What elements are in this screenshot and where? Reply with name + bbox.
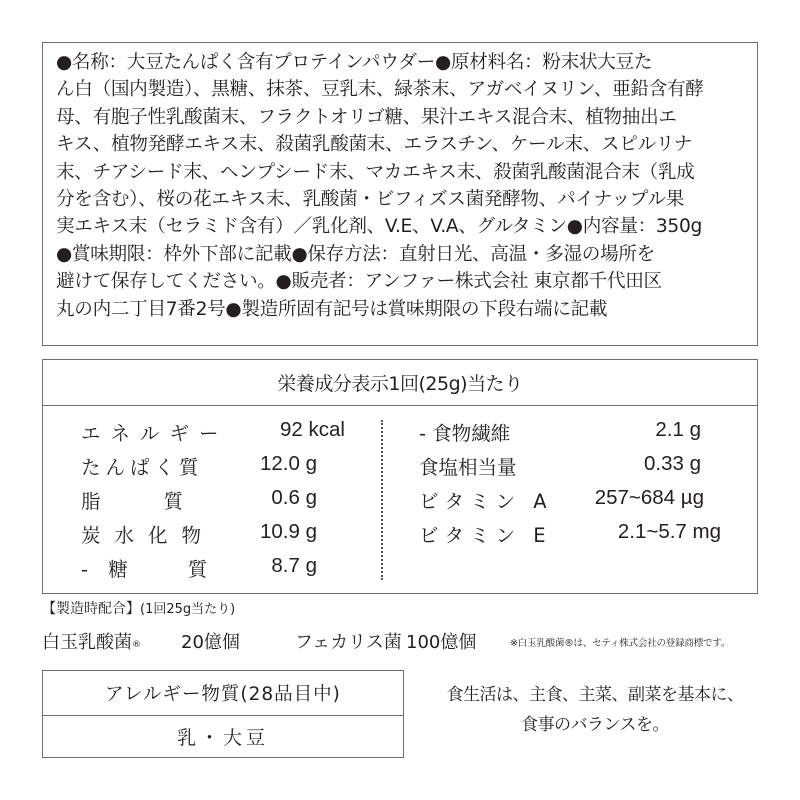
- ingredients-line: 実エキス末（セラミド含有）／乳化剤、V.E、V.A、グルタミン●内容量：350g: [56, 216, 702, 238]
- nutrition-row-sugar: [81, 554, 345, 588]
- nutrient-value: 0.6 g: [271, 486, 317, 509]
- trademark-note: ※白玉乳酸菌®は、セティ株式会社の登録商標です。: [510, 638, 731, 649]
- allergy-box: [42, 670, 404, 758]
- nutrient-label: たんぱく質: [81, 456, 204, 479]
- nutrient-value: 2.1 g: [655, 418, 701, 441]
- nutrition-row-vitamin-e: [419, 520, 721, 554]
- formulation-row: [42, 624, 772, 654]
- slogan-line: 食事のバランスを。: [521, 715, 669, 735]
- bacteria-amount: 100億個: [406, 632, 477, 653]
- ingredients-line: キス、植物発酵エキス末、殺菌乳酸菌末、エラスチン、ケール末、スピルリナ: [56, 134, 693, 156]
- nutrient-value: 257~684 µg: [594, 486, 704, 509]
- nutrition-facts-table: [42, 359, 758, 594]
- registered-mark: ®: [132, 640, 141, 650]
- nutrient-value: 2.1~5.7 mg: [617, 520, 721, 543]
- nutrition-row-dietary-fiber: [419, 418, 721, 452]
- nutrition-row-fat: [81, 486, 345, 520]
- nutrient-label: 脂 質: [81, 490, 192, 513]
- nutrition-row-energy: [81, 418, 345, 452]
- bacteria-name: フェカリス菌: [295, 632, 402, 653]
- nutrition-row-salt: [419, 452, 721, 486]
- nutrient-value: 12.0 g: [260, 452, 317, 475]
- ingredients-line: ん白（国内製造）、黒糖、抹茶、豆乳末、緑茶末、アガベイヌリン、亜鉛含有酵: [56, 79, 704, 101]
- ingredients-line: ●賞味期限：枠外下部に記載●保存方法：直射日光、高温・多湿の場所を: [56, 243, 655, 265]
- nutrient-label: 炭水化物: [81, 524, 216, 547]
- ingredients-line: 分を含む）、桜の花エキス末、乳酸菌・ビフィズス菌発酵物、パイナップル果: [56, 189, 685, 211]
- nutrient-value: 92 kcal: [280, 418, 345, 441]
- ingredients-line: 丸の内二丁目7番2号●製造所固有記号は賞味期限の下段右端に記載: [56, 298, 608, 320]
- nutrient-label: - 糖 質: [81, 558, 215, 581]
- nutrient-label: 食塩相当量: [419, 456, 517, 479]
- nutrition-row-protein: [81, 452, 345, 486]
- nutrient-value: 0.33 g: [644, 452, 701, 475]
- ingredients-box: [42, 42, 758, 346]
- nutrient-label: ビタミン E: [419, 524, 552, 547]
- nutrition-header: 栄養成分表示1回(25g)当たり: [43, 360, 757, 406]
- nutrient-label: - 食物繊維: [419, 422, 511, 445]
- dotted-divider: [381, 420, 383, 580]
- allergy-header: アレルギー物質(28品目中): [43, 671, 403, 716]
- nutrient-label: エネルギー: [81, 422, 229, 445]
- ingredients-line: 母、有胞子性乳酸菌末、フラクトオリゴ糖、果汁エキス混合末、植物抽出エ: [56, 106, 677, 128]
- bacteria-amount: 20億個: [181, 632, 240, 653]
- nutrient-label: ビタミン A: [419, 490, 553, 513]
- nutrient-value: 10.9 g: [260, 520, 317, 543]
- ingredients-line: 末、チアシード末、ヘンプシード末、マカエキス末、殺菌乳酸菌混合末（乳成: [56, 161, 695, 183]
- nutrient-value: 8.7 g: [271, 554, 317, 577]
- formulation-heading: 【製造時配合】: [42, 601, 140, 617]
- ingredients-line: 避けて保存してください。●販売者：アンファー株式会社 東京都千代田区: [56, 271, 662, 293]
- ingredients-text: [56, 49, 747, 323]
- slogan-line: 食生活は、主食、主菜、副菜を基本に、: [446, 685, 744, 705]
- formulation-serving-note: (1回25g当たり): [140, 602, 236, 617]
- nutrition-left-column: [81, 418, 345, 588]
- nutrition-row-carbohydrate: [81, 520, 345, 554]
- formulation-title: [42, 598, 235, 618]
- nutrition-row-vitamin-a: [419, 486, 721, 520]
- ingredients-line: ●名称：大豆たんぱく含有プロテインパウダー●原材料名：粉末状大豆た: [56, 52, 653, 73]
- bacteria-name: 白玉乳酸菌®: [42, 632, 141, 653]
- dietary-slogan: [425, 680, 765, 740]
- nutrition-right-column: [419, 418, 721, 554]
- allergy-value: 乳・大豆: [176, 727, 269, 749]
